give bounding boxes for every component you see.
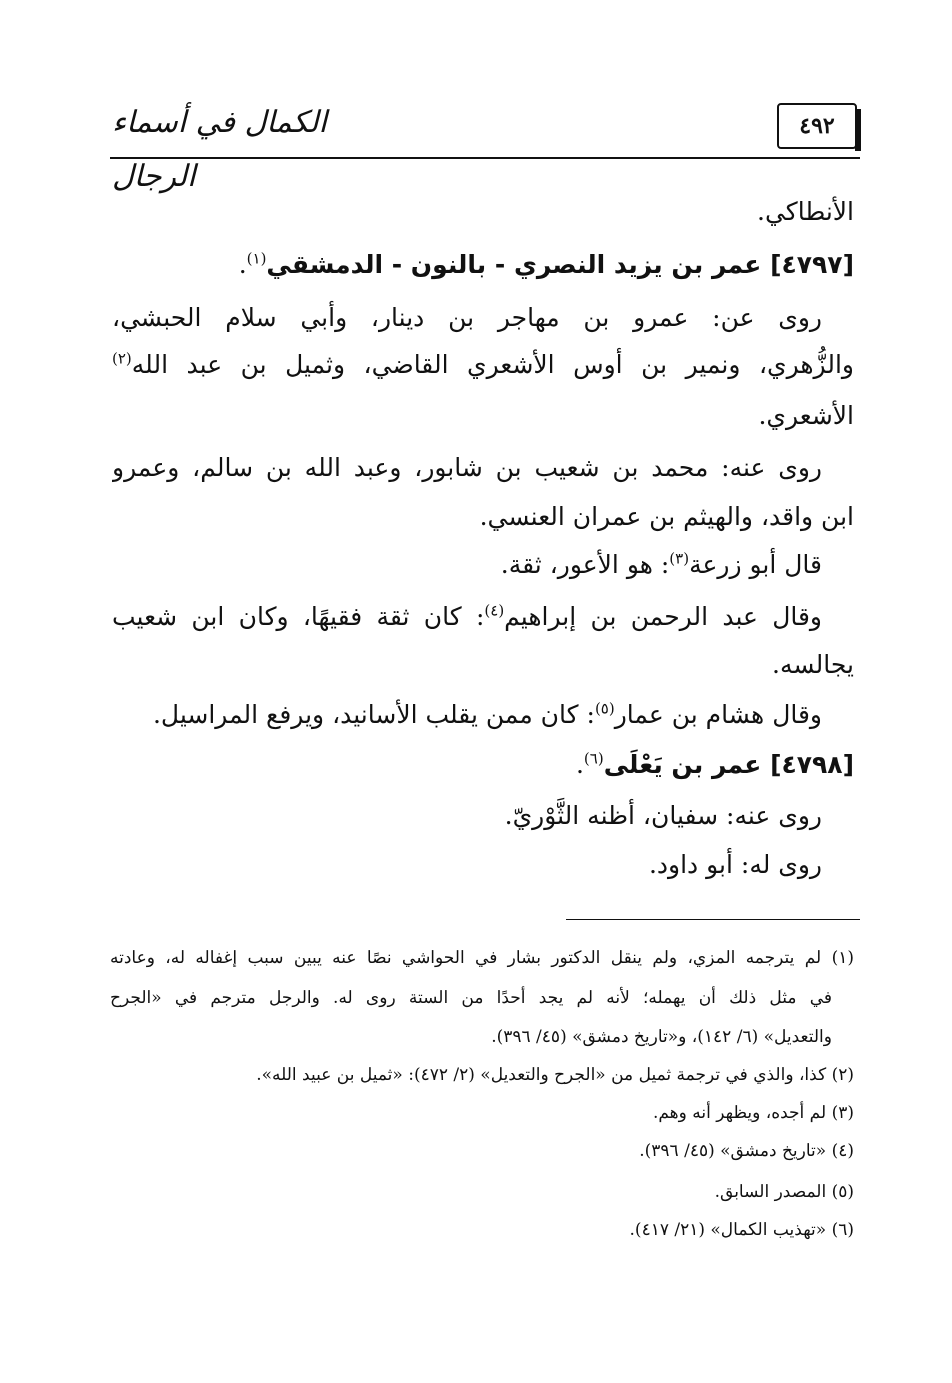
footnote-line: (٢) كذا، والذي في ترجمة ثميل من «الجرح والتعديل» (٢/ ٤٧٢): «ثميل بن عبيد الله».: [256, 1065, 854, 1085]
text-line-with-ref: [153, 695, 822, 735]
footnote-line: (٥) المصدر السابق.: [714, 1182, 854, 1202]
text-segment: قال أبو زرعة: [689, 550, 822, 579]
page-number: ٤٩٢: [799, 113, 835, 139]
text-line: الأشعري.: [758, 401, 854, 430]
footnote-ref: (٤): [484, 601, 505, 620]
text-line-with-ref: [112, 345, 854, 385]
text-line: يجالسه.: [772, 650, 854, 679]
footnote-line: (٦) «تهذيب الكمال» (٢١/ ٤١٧).: [629, 1220, 854, 1240]
text-segment: والزُّهري، ونمير بن أوس الأشعري القاضي، وثميل بن عبد الله: [131, 350, 854, 379]
text-line: روى عن: عمرو بن مهاجر بن دينار، وأبي سلام الحبشي،: [112, 303, 822, 332]
text-line: الأنطاكي.: [757, 197, 854, 226]
text-line: ابن واقد، والهيثم بن عمران العنسي.: [479, 502, 854, 531]
footnote-ref: (٢): [112, 349, 132, 368]
footnote-line: (٤) «تاريخ دمشق» (٤٥/ ٣٩٦).: [639, 1141, 854, 1161]
footnote-line: في مثل ذلك أن يهمله؛ لأنه لم يجد أحدًا من الستة روى له. والرجل مترجم في «الجرح: [110, 988, 832, 1008]
text-segment: : كان ثقة فقيهًا، وكان ابن شعيب: [112, 602, 485, 631]
text-line: روى عنه: محمد بن شعيب بن شابور، وعبد الله بن سالم، وعمرو: [112, 453, 822, 482]
text-segment: : هو الأعور، ثقة.: [500, 550, 670, 579]
text-line-with-ref: [112, 597, 822, 637]
text-segment: وقال عبد الرحمن بن إبراهيم: [504, 602, 822, 631]
footnote-line: (٣) لم أجده، ويظهر أنه وهم.: [652, 1103, 854, 1123]
footnote-ref: (١): [246, 249, 267, 268]
text-line: روى عنه: سفيان، أظنه الثَّوْريّ.: [504, 801, 822, 830]
text-segment: وقال هشام بن عمار: [614, 700, 822, 729]
text-line-with-ref: [501, 545, 822, 585]
text-segment: : كان ممن يقلب الأسانيد، ويرفع المراسيل.: [152, 700, 595, 729]
footnote-ref: (٥): [594, 699, 615, 718]
footnote-separator: [566, 919, 860, 920]
entry-heading-text: [٤٧٩٧] عمر بن يزيد النصري - بالنون - الدمشقي: [266, 250, 854, 279]
header-rule: [110, 157, 860, 159]
running-header-title: الكمال في أسماء الرجال: [112, 105, 327, 194]
footnote-ref: (٦): [583, 749, 604, 768]
page-number-box: [777, 103, 857, 149]
page-number-box-shadow: [855, 109, 861, 151]
footnote-line: والتعديل» (٦/ ١٤٢)، و«تاريخ دمشق» (٤٥/ ٣٩٦).: [491, 1027, 832, 1047]
entry-heading-text: [٤٧٩٨] عمر بن يَعْلَى: [603, 750, 854, 779]
footnote-ref: (٣): [669, 549, 690, 568]
period: .: [238, 250, 247, 279]
period: .: [575, 750, 584, 779]
footnote-line: (١) لم يترجمه المزي، ولم ينقل الدكتور بشار في الحواشي نصًا عنه يبين سبب إغفاله له، وعادته: [110, 948, 854, 968]
entry-heading-4797: [239, 245, 854, 285]
text-line: روى له: أبو داود.: [648, 850, 822, 879]
entry-heading-4798: [576, 745, 854, 785]
